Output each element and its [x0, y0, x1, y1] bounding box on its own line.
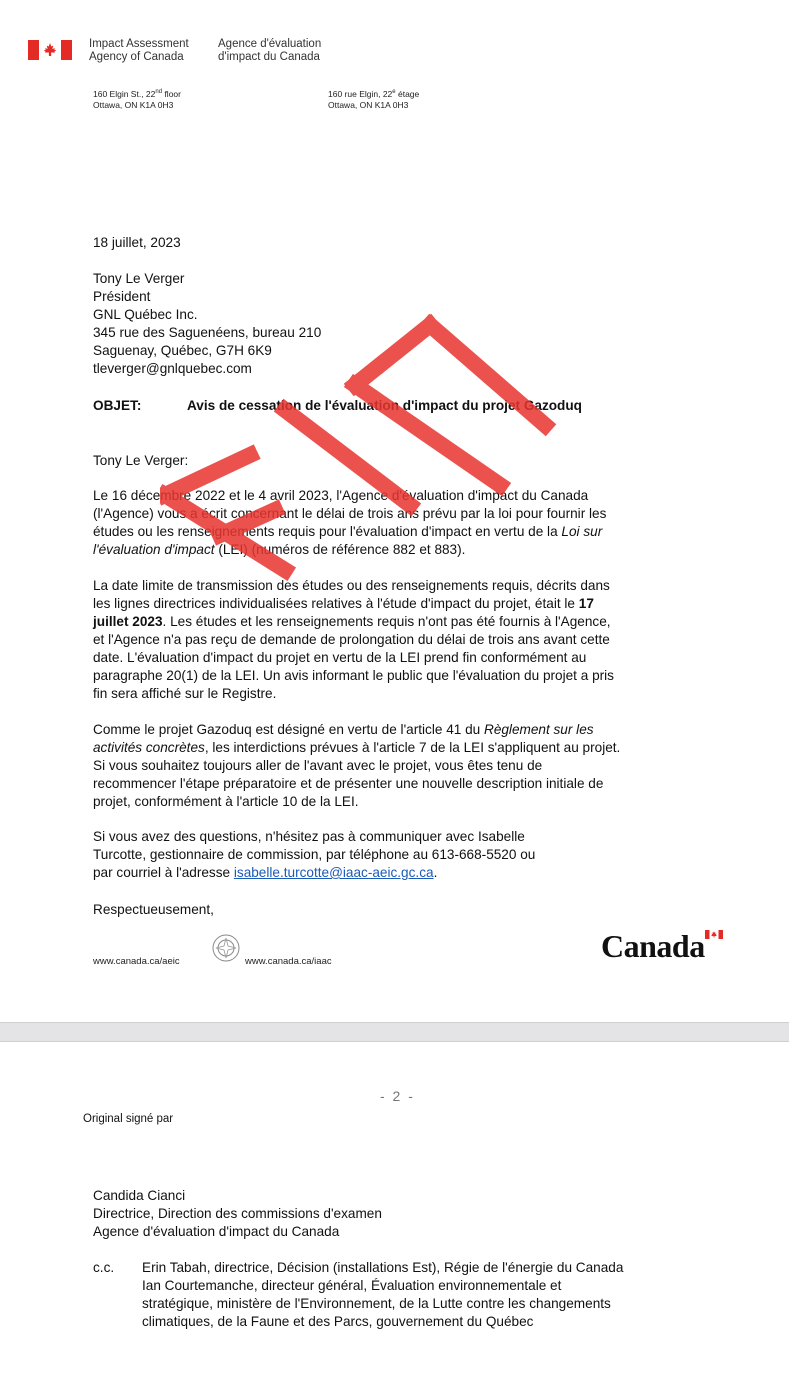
agency-emblem-icon: [210, 932, 242, 964]
recipient-email: tleverger@gnlquebec.com: [93, 361, 252, 376]
cc-item: Ian Courtemanche, directeur général, Évaluation environnementale et: [142, 1278, 562, 1293]
canada-wordmark: Canada: [601, 928, 705, 964]
agency-name-en: Impact Assessment Agency of Canada: [89, 38, 189, 63]
subject-label: OBJET:: [93, 398, 142, 413]
address-en: 160 Elgin St., 22nd floor Ottawa, ON K1A 0H3: [93, 88, 181, 110]
cc-label: c.c.: [93, 1260, 115, 1275]
recipient-block: [93, 270, 321, 378]
cc-item: climatiques, de la Faune et des Parcs, gouvernement du Québec: [142, 1314, 534, 1329]
recipient-company: GNL Québec Inc.: [93, 307, 198, 322]
footer-url-fr[interactable]: www.canada.ca/aeic: [93, 956, 180, 967]
cc-item: stratégique, ministère de l'Environnement, de la Lutte contre les changements: [142, 1296, 611, 1311]
canada-flag-icon: [28, 40, 72, 60]
recipient-name: Tony Le Verger: [93, 271, 185, 286]
subject-line: Avis de cessation de l'évaluation d'impact du projet Gazoduq: [187, 398, 582, 413]
paragraph-2: La date limite de transmission des études ou des renseignements requis, décrits dans les lignes directrices individualisées relatives à l'étude d'impact du projet, était le 17 juillet 2023. Les études et les renseignements requis n'ont pas été fournis à l'Agence, et l'Agence n'a pas reçu de demande de prolongation du délai de trois ans avant cette date. L'évaluation d'impact du projet en vertu de la LEI prend fin conformément au paragraphe 20(1) de la LEI. Un avis informant le public que l'évaluation du projet a pris fin sera affiché sur le Registre.: [93, 578, 614, 701]
cc-item: Erin Tabah, directrice, Décision (installations Est), Régie de l'énergie du Canada: [142, 1260, 624, 1275]
agency-name-fr: Agence d'évaluation d'impact du Canada: [218, 38, 322, 63]
signatory-name: Candida Cianci: [93, 1188, 186, 1203]
paragraph-4: Si vous avez des questions, n'hésitez pas à communiquer avec Isabelle Turcotte, gestionnaire de commission, par téléphone au 613-668-5520 ou par courriel à l'adresse isabelle.turcotte@iaac-aeic.gc.ca.: [93, 829, 536, 880]
cc-list: [142, 1259, 623, 1331]
recipient-city: Saguenay, Québec, G7H 6K9: [93, 343, 272, 358]
closing: Respectueusement,: [93, 902, 214, 917]
contact-email-link[interactable]: isabelle.turcotte@iaac-aeic.gc.ca: [233, 865, 434, 880]
page-separator: [0, 1022, 789, 1042]
signed-note: Original signé par: [83, 1113, 174, 1125]
recipient-title: Président: [93, 289, 151, 304]
wordmark-flag-icon: [705, 930, 723, 939]
signatory-title: Directrice, Direction des commissions d'examen: [93, 1206, 382, 1221]
address-fr: 160 rue Elgin, 22e étage Ottawa, ON K1A 0H3: [328, 88, 420, 110]
letter-date: 18 juillet, 2023: [93, 235, 181, 250]
page-number: - 2 -: [380, 1088, 415, 1104]
footer-url-en[interactable]: www.canada.ca/iaac: [245, 956, 332, 967]
paragraph-3: Comme le projet Gazoduq est désigné en vertu de l'article 41 du Règlement sur les activités concrètes, les interdictions prévues à l'article 7 de la LEI s'appliquent au projet. Si vous souhaitez toujours aller de l'avant avec le projet, vous êtes tenu de recommencer l'étape préparatoire et de présenter une nouvelle description initiale de projet, conformément à l'article 10 de la LEI.: [93, 722, 621, 809]
recipient-street: 345 rue des Saguenéens, bureau 210: [93, 325, 322, 340]
paragraph-1: Le 16 décembre 2022 et le 4 avril 2023, l'Agence d'évaluation d'impact du Canada (l'Agence) vous a écrit concernant le délai de trois ans prévu par la loi pour fournir les études ou les renseignements requis pour l'évaluation d'impact en vertu de la Loi sur l'évaluation d'impact (LEI) (numéros de référence 882 et 883).: [93, 488, 607, 557]
salutation: Tony Le Verger:: [93, 453, 189, 468]
signatory-block: [93, 1187, 382, 1241]
signatory-agency: Agence d'évaluation d'impact du Canada: [93, 1224, 340, 1239]
